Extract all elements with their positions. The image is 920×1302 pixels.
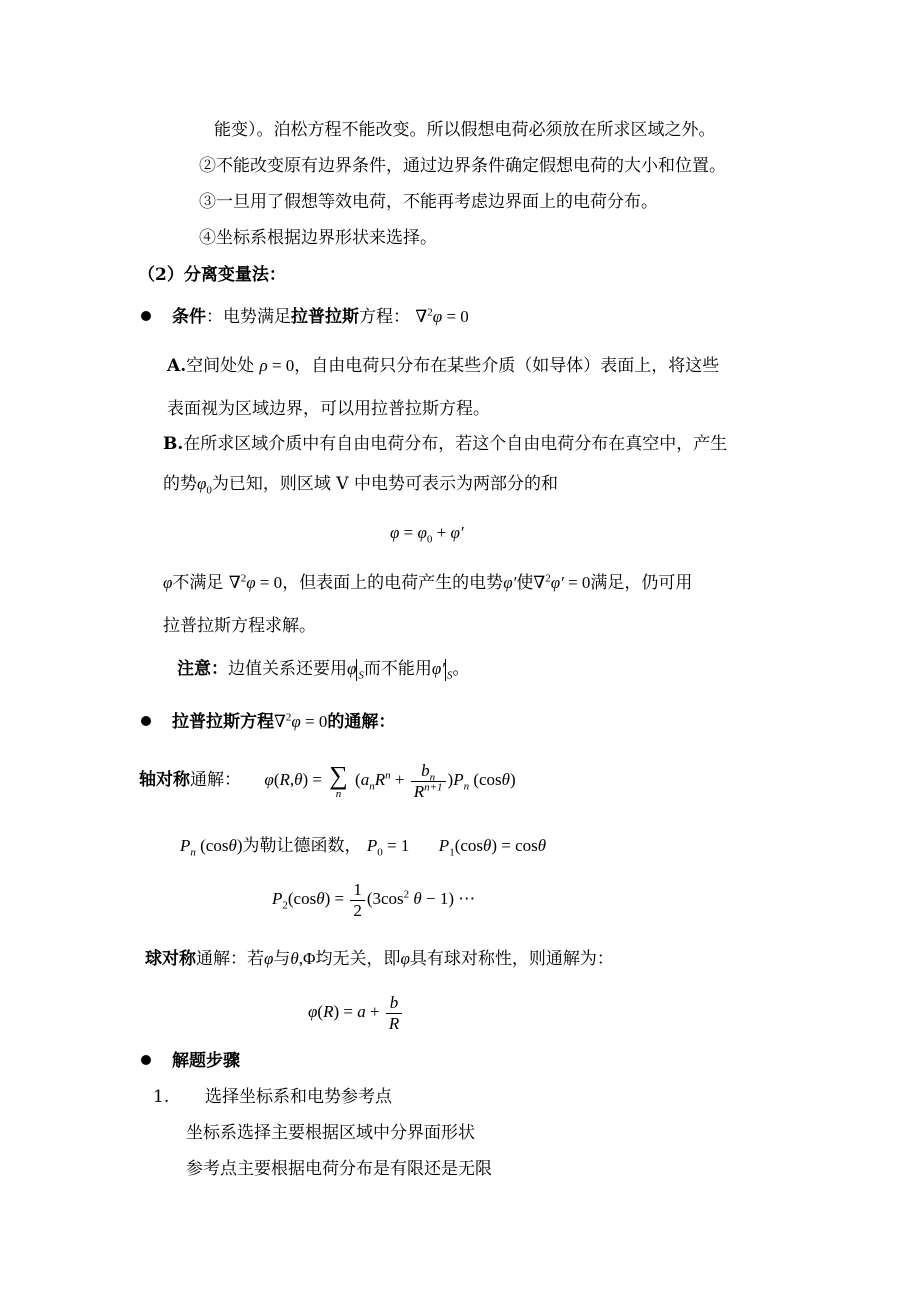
- phi-symbol: φ: [400, 949, 410, 968]
- pn-symbol: $P_n$ (cosθ): [180, 836, 243, 859]
- step-1-number: 1.: [153, 1087, 170, 1107]
- laplace-eq-1: ∇$^2$φ = 0: [228, 572, 283, 592]
- condition-text-a: ：电势满足: [206, 307, 291, 327]
- bullet-icon: [141, 311, 151, 321]
- note-label: 注意：: [177, 659, 228, 679]
- case-b-line-2: [163, 472, 558, 496]
- general-laplace-eq: ∇$^2$φ = 0: [274, 711, 328, 731]
- condition-label: 条件: [172, 307, 206, 327]
- not-satisfy-text-d: 满足，仍可用: [590, 573, 693, 593]
- not-satisfy-text-c: 使: [516, 573, 534, 593]
- case-b-line-1: [163, 432, 727, 456]
- phi-at-surface: φ $_S$: [347, 659, 364, 682]
- case-b-text-2a: 的势: [163, 474, 197, 494]
- note-text-b: 而不能用: [363, 659, 432, 679]
- p0-equation: $P_0 = 1$: [366, 836, 410, 859]
- not-satisfy-line-1: [163, 571, 692, 595]
- axial-equation: φ(R,θ) = ∑ n ($a_nR^n$ + $\frac{b_n}{R^{n+1}}$ )$P_n$ (cosθ): [264, 760, 516, 801]
- note-line: [177, 657, 470, 681]
- spherical-text-c: 均无关，即: [315, 949, 401, 969]
- phi-sum-equation: $\varphi = \varphi_0 + \varphi'$: [390, 523, 464, 546]
- text-line-2: ②不能改变原有边界条件，通过边界条件确定假想电荷的大小和位置。: [199, 156, 726, 176]
- legendre-line: [180, 834, 546, 858]
- phi-symbol: φ: [163, 573, 173, 592]
- general-solution-line: [172, 710, 395, 734]
- bullet-icon: [141, 1055, 151, 1065]
- case-b-label: B.: [163, 434, 184, 454]
- case-b-text-1: 在所求区域介质中有自由电荷分布，若这个自由电荷分布在真空中，产生: [183, 434, 728, 454]
- phi-prime-at-surface: φ′ $_S$: [431, 659, 453, 682]
- condition-text-bold: 拉普拉斯: [291, 307, 359, 327]
- case-a-label: A.: [167, 356, 187, 376]
- case-a-text-b: ，自由电荷只分布在某些介质（如导体）表面上，将这些: [294, 356, 720, 376]
- case-a-text-a: 空间处处: [186, 356, 255, 376]
- condition-equation: ∇$^2$φ = 0: [415, 306, 469, 326]
- note-text-a: 边值关系还要用: [228, 659, 347, 679]
- spherical-text-d: 具有球对称性，则通解为：: [409, 949, 614, 969]
- step-1-sub-2: 参考点主要根据电荷分布是有限还是无限: [186, 1159, 492, 1179]
- p2-equation: $P_2(\cos\theta)$ = $\frac{1}{2}$ ($3\cos^2$ θ − 1) ⋯: [272, 879, 476, 920]
- steps-heading: 解题步骤: [172, 1051, 240, 1071]
- not-satisfy-text-b: ，但表面上的电荷产生的电势: [282, 573, 504, 593]
- spherical-line: [145, 947, 614, 971]
- rho-equation: ρ = 0: [259, 356, 295, 375]
- step-1-sub-1: 坐标系选择主要根据区域中分界面形状: [186, 1123, 475, 1143]
- spherical-label: 球对称: [145, 949, 196, 969]
- legendre-text: 为勒让德函数，: [242, 836, 362, 856]
- p1-equation: $P_1(\cos\theta) = \cos\theta$: [438, 836, 547, 859]
- spherical-text-b: 与: [273, 949, 291, 969]
- condition-line: [172, 305, 469, 329]
- axial-text: 通解：: [190, 770, 241, 790]
- axial-line: [139, 758, 516, 802]
- axial-label: 轴对称: [139, 770, 190, 790]
- general-text-a: 拉普拉斯方程: [172, 712, 274, 732]
- general-text-b: 的通解：: [327, 712, 396, 732]
- case-b-text-2b: 为已知，则区域 V 中电势可表示为两部分的和: [211, 474, 558, 494]
- text-line-4: ④坐标系根据边界形状来选择。: [199, 228, 437, 248]
- not-satisfy-text-a: 不满足: [172, 573, 224, 593]
- phi-prime-symbol: φ′: [503, 573, 517, 592]
- phi0-symbol: $\varphi_0$: [197, 474, 212, 497]
- case-a-line-1: [167, 354, 719, 378]
- laplace-eq-2: ∇$^2$φ′ = 0: [533, 572, 591, 592]
- theta-phi-symbols: θ,Φ: [290, 949, 316, 968]
- text-line-3: ③一旦用了假想等效电荷，不能再考虑边界面上的电荷分布。: [199, 192, 658, 212]
- condition-text-b: 方程：: [359, 307, 410, 327]
- spherical-text-a: 通解：若: [196, 949, 264, 969]
- phi-symbol: φ: [264, 949, 274, 968]
- note-text-c: 。: [452, 659, 470, 679]
- section-heading: （2）分离变量法：: [138, 265, 286, 285]
- case-a-line-2: 表面视为区域边界，可以用拉普拉斯方程。: [167, 399, 490, 419]
- text-line-1: 能变）。泊松方程不能改变。所以假想电荷必须放在所求区域之外。: [214, 120, 716, 140]
- bullet-icon: [141, 716, 151, 726]
- step-1-text: 选择坐标系和电势参考点: [205, 1087, 392, 1107]
- spherical-equation: φ(R) = a + $\frac{b}{R}$: [308, 990, 404, 1034]
- not-satisfy-line-2: 拉普拉斯方程求解。: [163, 616, 316, 636]
